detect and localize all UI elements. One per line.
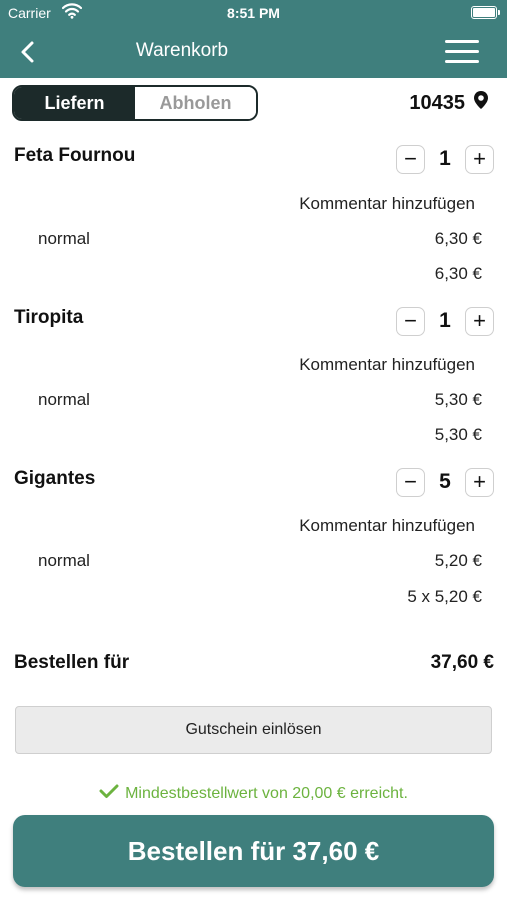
location-pin-icon [473, 90, 489, 116]
zip-code: 10435 [409, 91, 465, 114]
item-variant: normal [38, 551, 90, 570]
plus-icon[interactable]: + [465, 145, 494, 174]
carrier-label: Carrier [8, 5, 51, 21]
add-comment-link[interactable]: Kommentar hinzufügen [299, 516, 475, 535]
place-order-button[interactable]: Bestellen für 37,60 € [13, 815, 494, 887]
order-total-value: 37,60 € [430, 652, 494, 673]
line-total: 5,30 € [434, 425, 482, 444]
battery-icon [471, 6, 497, 19]
minus-icon[interactable]: − [396, 145, 425, 174]
min-order-text: Mindestbestellwert von 20,00 € erreicht. [125, 784, 408, 802]
quantity-value: 1 [439, 147, 451, 170]
deliver-option[interactable]: Liefern [14, 87, 135, 119]
checkmark-icon [99, 783, 119, 804]
minus-icon[interactable]: − [396, 307, 425, 336]
quantity-stepper [396, 306, 494, 336]
item-variant: normal [38, 390, 90, 409]
quantity-stepper [396, 467, 494, 497]
line-total: 5 x 5,20 € [407, 587, 482, 606]
cart-item-name: Tiropita [14, 307, 84, 328]
quantity-stepper [396, 144, 494, 174]
plus-icon[interactable]: + [465, 468, 494, 497]
quantity-value: 1 [439, 309, 451, 332]
delivery-mode-toggle [12, 85, 258, 121]
min-order-notice [0, 783, 507, 804]
unit-price: 6,30 € [434, 229, 482, 248]
cart-item-name: Feta Fournou [14, 145, 136, 166]
location-selector[interactable] [409, 90, 489, 116]
status-time: 8:51 PM [227, 5, 280, 21]
unit-price: 5,30 € [434, 390, 482, 409]
pickup-option[interactable]: Abholen [135, 87, 256, 119]
line-total: 6,30 € [434, 264, 482, 283]
page-title: Warenkorb [135, 40, 229, 61]
add-comment-link[interactable]: Kommentar hinzufügen [299, 355, 475, 374]
quantity-value: 5 [439, 470, 451, 493]
unit-price: 5,20 € [434, 551, 482, 570]
minus-icon[interactable]: − [396, 468, 425, 497]
nav-bar [0, 26, 507, 78]
item-variant: normal [38, 229, 90, 248]
cart-item-name: Gigantes [14, 468, 96, 489]
redeem-voucher-button[interactable]: Gutschein einlösen [15, 706, 492, 754]
status-bar [0, 0, 507, 26]
add-comment-link[interactable]: Kommentar hinzufügen [299, 194, 475, 213]
order-total-label: Bestellen für [14, 652, 130, 673]
hamburger-menu-icon[interactable] [445, 40, 479, 64]
plus-icon[interactable]: + [465, 307, 494, 336]
